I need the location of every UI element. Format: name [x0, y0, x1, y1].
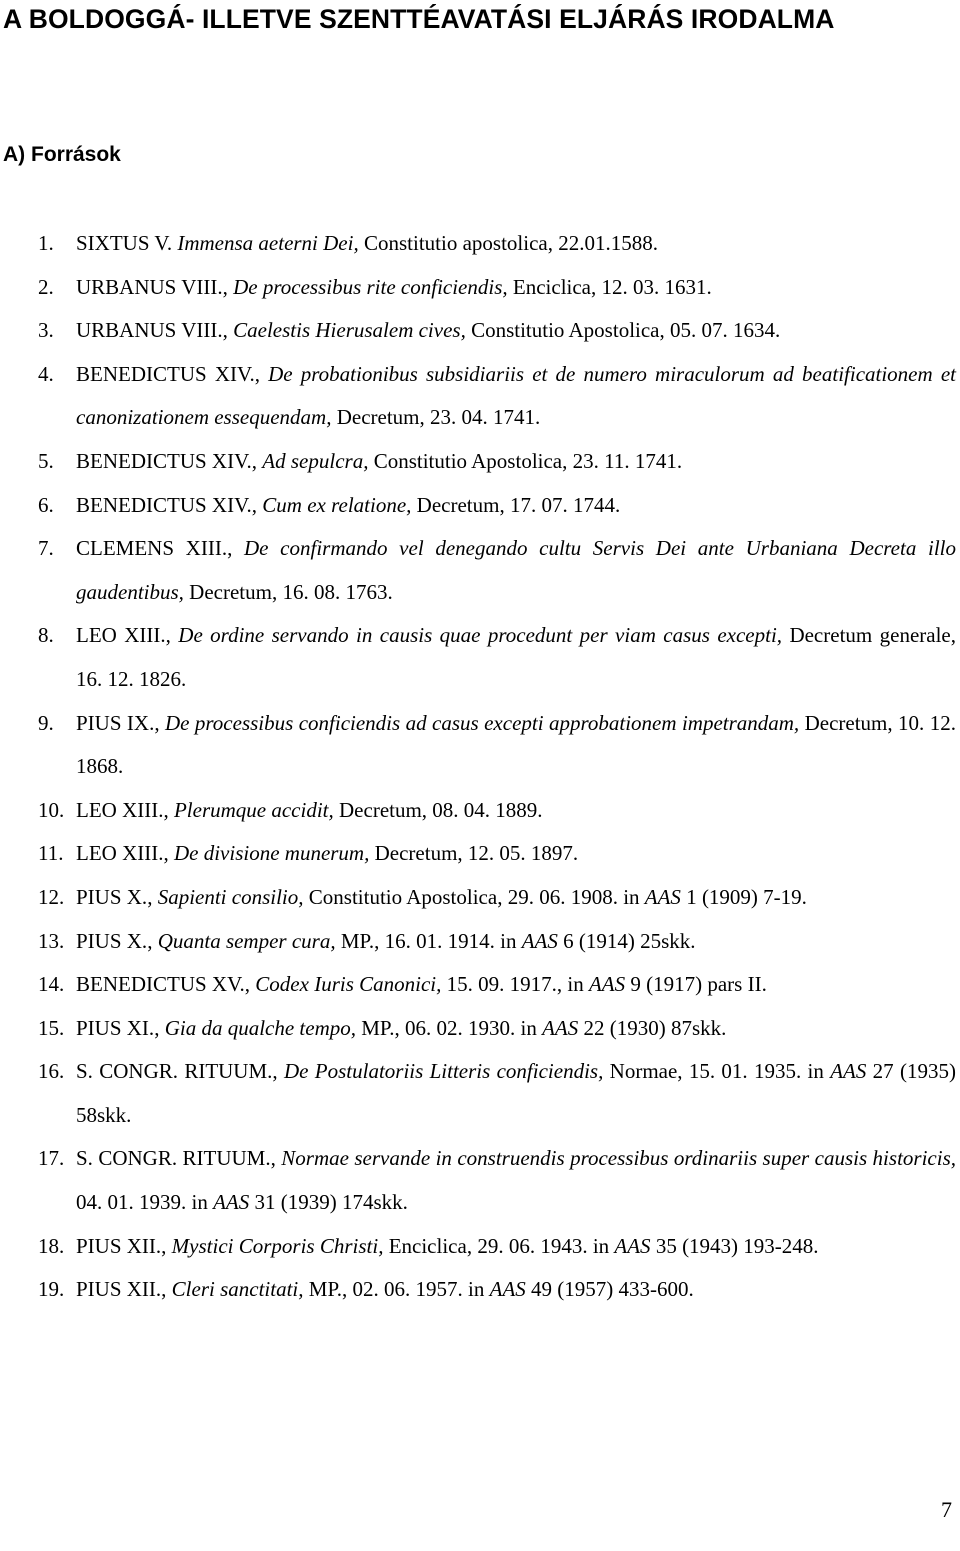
list-item	[0, 1007, 960, 1051]
item-separator: ,	[147, 928, 158, 953]
item-author: PIUS XI.	[76, 1015, 155, 1040]
item-details: Decretum, 12. 05. 1897.	[369, 841, 579, 866]
list-item	[0, 266, 960, 310]
list-item	[0, 920, 960, 964]
item-details: Constitutio Apostolica, 29. 06. 1908. in	[303, 884, 645, 909]
item-details: MP., 06. 02. 1930. in	[355, 1015, 543, 1040]
item-number: 2.	[38, 274, 54, 299]
item-aas-details: 31 (1939) 174skk.	[249, 1190, 408, 1215]
item-separator: ,	[227, 536, 245, 561]
item-details: Normae, 15. 01. 1935. in	[603, 1059, 831, 1084]
item-author: PIUS IX.	[76, 710, 155, 735]
list-item	[0, 963, 960, 1007]
item-number: 13.	[38, 928, 65, 953]
item-author: LEO XIII.	[76, 623, 166, 648]
item-separator: ,	[270, 1146, 282, 1171]
item-author: URBANUS VIII.	[76, 318, 223, 343]
item-number: 11.	[38, 841, 64, 866]
item-number: 1.	[38, 231, 54, 255]
list-item	[0, 1137, 960, 1224]
item-number: 5.	[38, 448, 54, 473]
item-author: URBANUS VIII.	[76, 274, 223, 299]
item-work-title: De ordine servando in causis quae procedunt per viam casus excepti,	[178, 623, 783, 648]
item-author: BENEDICTUS XV.	[76, 972, 245, 997]
item-number: 7.	[38, 536, 54, 561]
item-aas-details: 22 (1930) 87skk.	[578, 1015, 727, 1040]
item-details: Decretum, 23. 04. 1741.	[331, 405, 541, 430]
list-item	[0, 484, 960, 528]
item-number: 3.	[38, 318, 54, 343]
item-author: PIUS XII.	[76, 1233, 162, 1258]
item-text	[76, 1225, 956, 1269]
item-author: S. CONGR. RITUUM.	[76, 1059, 273, 1084]
item-text	[76, 920, 956, 964]
item-details: Constitutio Apostolica, 05. 07. 1634.	[465, 318, 781, 343]
item-number: 8.	[38, 623, 54, 648]
item-text	[76, 702, 956, 789]
list-item	[0, 702, 960, 789]
item-aas-details: 9 (1917) pars II.	[625, 972, 767, 997]
item-details: 04. 01. 1939. in	[76, 1190, 214, 1215]
page-title: A BOLDOGGÁ- ILLETVE SZENTTÉAVATÁSI ELJÁRÁS IRODALMA	[3, 4, 835, 34]
item-separator: ,	[244, 972, 256, 997]
item-work-title: De processibus conficiendis ad casus excepti approbationem impetrandam,	[165, 710, 800, 735]
item-separator: ,	[222, 318, 234, 343]
item-number: 14.	[38, 972, 65, 997]
item-work-title: Gia da qualche tempo,	[164, 1015, 356, 1040]
item-separator: ,	[154, 1015, 165, 1040]
item-aas: AAS	[614, 1233, 651, 1258]
item-text	[76, 222, 956, 266]
source-list	[0, 222, 960, 1312]
item-work-title: Normae servande in construendis processibus ordinariis super causis historicis,	[281, 1146, 956, 1171]
item-aas-details: 27 (1935) 58skk.	[76, 1059, 956, 1127]
item-author: CLEMENS XIII.	[76, 536, 228, 561]
item-work-title: Codex Iuris Canonici,	[255, 972, 442, 997]
item-details: Decretum, 08. 04. 1889.	[333, 797, 543, 822]
item-text	[76, 614, 956, 701]
item-author: BENEDICTUS XIV.	[76, 448, 252, 473]
item-separator: ,	[161, 1233, 172, 1258]
item-author: LEO XIII.	[76, 841, 164, 866]
list-item	[0, 876, 960, 920]
item-details: Enciclica, 29. 06. 1943. in	[383, 1233, 615, 1258]
item-aas: AAS	[644, 884, 681, 909]
item-text	[76, 832, 956, 876]
list-item	[0, 1268, 960, 1312]
item-aas: AAS	[588, 972, 626, 997]
item-author: LEO XIII.	[76, 797, 164, 822]
item-details: Enciclica, 12. 03. 1631.	[507, 274, 712, 299]
list-item	[0, 440, 960, 484]
item-work-title: Cleri sanctitati,	[171, 1277, 304, 1302]
item-text	[76, 1268, 956, 1312]
item-aas-details: 1 (1909) 7-19.	[680, 884, 807, 909]
item-text	[76, 527, 956, 614]
item-details: Decretum, 10. 12. 1868.	[76, 710, 956, 779]
item-work-title: Plerumque accidit,	[173, 797, 334, 822]
list-item	[0, 832, 960, 876]
item-details: 15. 09. 1917., in	[441, 972, 589, 997]
item-details: MP., 16. 01. 1914. in	[335, 928, 522, 953]
item-aas: AAS	[521, 928, 558, 953]
item-number: 4.	[38, 361, 54, 386]
item-work-title: De divisione munerum,	[173, 841, 370, 866]
item-separator: ,	[161, 1277, 172, 1302]
item-author: BENEDICTUS XIV.	[76, 492, 252, 517]
item-text	[76, 789, 956, 833]
item-aas: AAS	[830, 1059, 867, 1084]
item-text	[76, 1137, 956, 1224]
page-number: 7	[941, 1497, 952, 1522]
item-text	[76, 963, 956, 1007]
list-item	[0, 222, 960, 266]
item-text	[76, 266, 956, 310]
item-work-title: Ad sepulcra,	[262, 448, 369, 473]
item-text	[76, 876, 956, 920]
item-details: Decretum generale, 16. 12. 1826.	[76, 623, 957, 691]
item-separator: ,	[251, 492, 263, 517]
item-separator: ,	[272, 1059, 284, 1084]
item-details: Constitutio Apostolica, 23. 11. 1741.	[368, 448, 683, 473]
item-text	[76, 309, 956, 353]
item-author: PIUS XII.	[76, 1277, 162, 1302]
item-aas-details: 6 (1914) 25skk.	[557, 928, 696, 953]
item-separator: ,	[163, 841, 174, 866]
list-item	[0, 309, 960, 353]
item-number: 9.	[38, 710, 54, 735]
list-item	[0, 1225, 960, 1269]
item-work-title: Caelestis Hierusalem cives,	[233, 318, 466, 343]
item-number: 16.	[38, 1059, 65, 1084]
item-author: SIXTUS V.	[76, 231, 173, 255]
item-work-title: Mystici Corporis Christi,	[171, 1233, 384, 1258]
item-work-title: De Postulatoriis Litteris conficiendis,	[283, 1059, 604, 1084]
item-work-title: De probationibus subsidiariis et de numero miraculorum ad beatificationem et canonizationem essequendam,	[76, 361, 956, 430]
item-number: 10.	[38, 797, 65, 822]
item-details: Constitutio apostolica, 22.01.1588.	[358, 231, 658, 255]
item-text	[76, 1050, 956, 1137]
item-work-title: Sapienti consilio,	[157, 884, 304, 909]
item-separator: ,	[165, 623, 179, 648]
item-text	[76, 440, 956, 484]
item-aas: AAS	[213, 1190, 250, 1215]
item-work-title: Immensa aeterni Dei,	[177, 231, 359, 255]
item-author: PIUS X.	[76, 928, 148, 953]
item-separator: ,	[251, 448, 263, 473]
item-number: 6.	[38, 492, 54, 517]
item-text	[76, 484, 956, 528]
item-details: Decretum, 17. 07. 1744.	[411, 492, 621, 517]
list-item	[0, 527, 960, 614]
item-author: S. CONGR. RITUUM.	[76, 1146, 271, 1171]
list-item	[0, 1050, 960, 1137]
item-author: BENEDICTUS XIV.	[76, 361, 255, 386]
item-text	[76, 353, 956, 440]
item-number: 19.	[38, 1277, 65, 1302]
list-item	[0, 789, 960, 833]
item-aas-details: 49 (1957) 433-600.	[525, 1277, 694, 1302]
item-details: MP., 02. 06. 1957. in	[303, 1277, 490, 1302]
item-separator: ,	[222, 274, 234, 299]
item-aas: AAS	[489, 1277, 526, 1302]
item-aas-details: 35 (1943) 193-248.	[650, 1233, 819, 1258]
item-work-title: De confirmando vel denegando cultu Servis Dei ante Urbaniana Decreta illo gaudentibus,	[76, 536, 957, 604]
item-number: 15.	[38, 1015, 65, 1040]
item-separator: ,	[163, 797, 174, 822]
item-work-title: Quanta semper cura,	[157, 928, 336, 953]
item-separator: ,	[254, 361, 269, 386]
list-item	[0, 614, 960, 701]
item-number: 17.	[38, 1146, 65, 1171]
item-separator: ,	[154, 710, 166, 735]
item-work-title: Cum ex relatione,	[262, 492, 412, 517]
list-item	[0, 353, 960, 440]
item-text	[76, 1007, 956, 1051]
item-number: 18.	[38, 1233, 65, 1258]
item-details: Decretum, 16. 08. 1763.	[183, 579, 393, 604]
item-work-title: De processibus rite conficiendis,	[233, 274, 508, 299]
item-separator: ,	[147, 884, 158, 909]
item-author: PIUS X.	[76, 884, 148, 909]
item-number: 12.	[38, 884, 65, 909]
item-aas: AAS	[542, 1015, 579, 1040]
section-heading: A) Források	[3, 143, 121, 166]
